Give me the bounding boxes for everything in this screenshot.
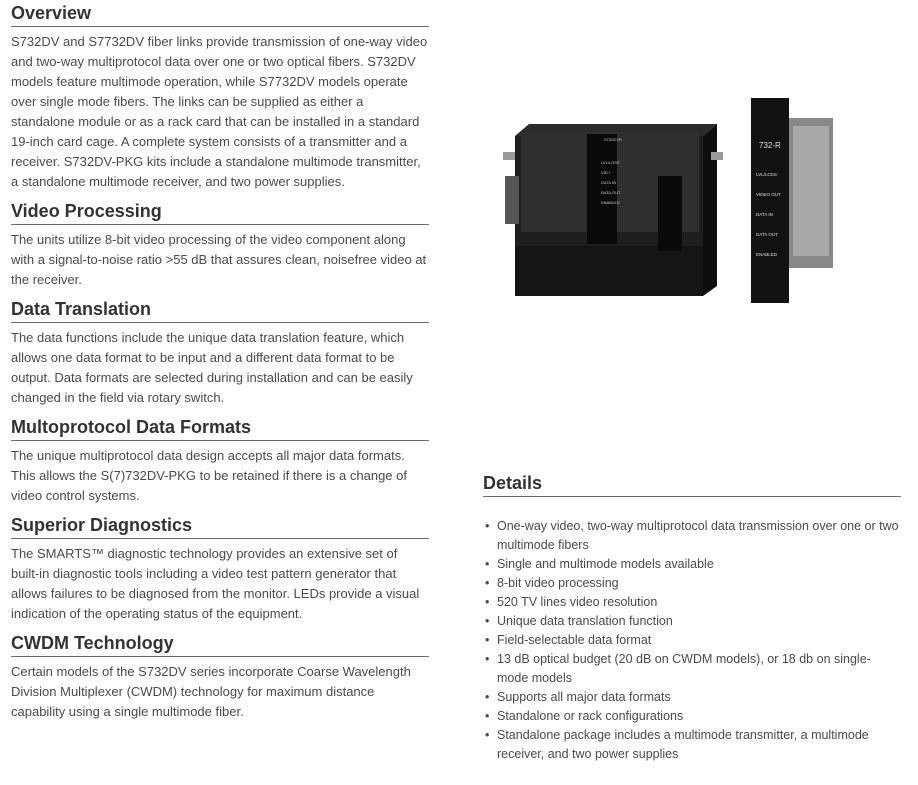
list-item: • Supports all major data formats [485, 690, 671, 704]
section-heading: Video Processing [11, 198, 429, 225]
list-item: • 520 TV lines video resolution [485, 595, 658, 609]
standalone-module [503, 124, 723, 296]
list-item: • Field-selectable data format [485, 633, 652, 647]
section-body: The SMARTS™ diagnostic technology provides an extensive set of built-in diagnostic tools including a video test pattern generator that allows failures to be diagnosed from the monitor. LEDs provide a visual indication of the operating status of the equipment. [11, 546, 420, 621]
module-label: S732DVR [604, 137, 622, 142]
card-label: LVL/LOSS [756, 172, 777, 177]
section-body: The unique multiprotocol data design accepts all major data formats. This allows the S(7)732DV-PKG to be retained if there is a change of video control systems. [11, 448, 407, 503]
details-list [483, 517, 901, 764]
card-label: ENABLED [756, 252, 778, 257]
section-diagnostics [11, 512, 429, 624]
card-label: DATA OUT [756, 232, 778, 237]
details-heading: Details [483, 470, 901, 497]
module-label: LVL/LOSS [601, 160, 620, 165]
section-cwdm [11, 630, 429, 722]
list-item: • One-way video, two-way multiprotocol data transmission over one or two multimode fibers [485, 519, 899, 552]
section-heading: Overview [11, 0, 429, 27]
section-overview [11, 0, 429, 192]
details-section [483, 470, 901, 764]
section-data-translation [11, 296, 429, 408]
section-heading: Data Translation [11, 296, 429, 323]
section-body: S732DV and S7732DV fiber links provide transmission of one-way video and two-way multiprotocol data over one or two optical fibers. S732DV models feature multimode operation, while S7732DV models operate over single mode fibers. The links can be supplied as either a standalone module or as a rack card that can be installed in a standard 19-inch card cage. A complete system consists of a transmitter and a receiver. S732DV-PKG kits include a standalone multimode transmitter, a standalone multimode receiver, and two power supplies. [11, 34, 428, 189]
list-item: • Standalone or rack configurations [485, 709, 684, 723]
list-item: • Unique data translation function [485, 614, 673, 628]
section-heading: CWDM Technology [11, 630, 429, 657]
list-item: • Single and multimode models available [485, 557, 714, 571]
section-video-processing [11, 198, 429, 290]
list-item: • Standalone package includes a multimode transmitter, a multimode receiver, and two power supplies [485, 728, 869, 761]
product-image [503, 96, 848, 308]
section-body: The units utilize 8-bit video processing of the video component along with a signal-to-noise ratio >55 dB that assures clean, noisefree video at the receiver. [11, 232, 427, 287]
card-title: 732-R [759, 141, 781, 150]
section-heading: Multoprotocol Data Formats [11, 414, 429, 441]
card-label: DATA IN [756, 212, 773, 217]
list-item: • 13 dB optical budget (20 dB on CWDM models), or 18 db on single-mode models [485, 652, 871, 685]
section-multiprotocol [11, 414, 429, 506]
module-label: DATA OUT [601, 190, 621, 195]
section-body: The data functions include the unique data translation feature, which allows one data format to be input and a different data format to be output. Data formats are selected during installation and can be easily changed in the field via rotary switch. [11, 330, 413, 405]
card-label: VIDEO OUT [756, 192, 781, 197]
rack-card [751, 98, 833, 303]
module-label: VID I [601, 170, 610, 175]
list-item: • 8-bit video processing [485, 576, 619, 590]
left-column [11, 0, 429, 728]
module-label: ENABLED [601, 200, 620, 205]
module-label: DATA IN [601, 180, 616, 185]
section-body: Certain models of the S732DV series incorporate Coarse Wavelength Division Multiplexer (CWDM) technology for maximum distance capability using a single multimode fiber. [11, 664, 411, 719]
section-heading: Superior Diagnostics [11, 512, 429, 539]
